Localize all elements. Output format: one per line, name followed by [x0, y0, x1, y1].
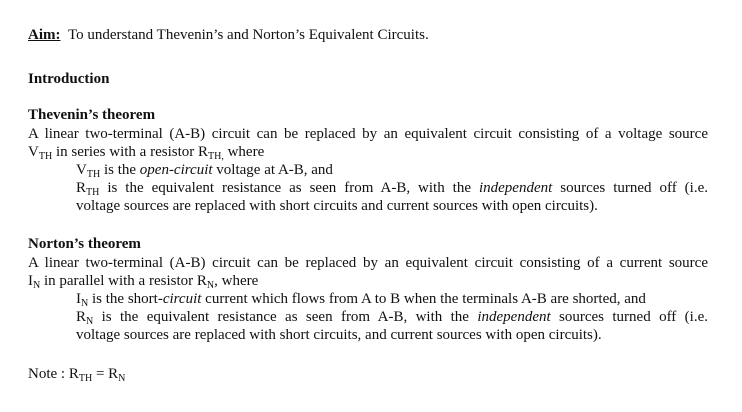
aim-text: To understand Thevenin’s and Norton’s Equivalent Circuits. [68, 27, 429, 43]
in-subscript: N [33, 280, 41, 291]
introduction-heading: Introduction [28, 71, 110, 87]
thevenin-item1-end: voltage at A-B, and [212, 162, 333, 178]
independent-emphasis: independent [477, 309, 551, 325]
rn-subscript: N [86, 316, 94, 327]
aim-label: Aim: [28, 27, 61, 43]
rn-symbol: R [76, 309, 87, 325]
note-line [28, 365, 125, 385]
rn-subscript: N [118, 373, 126, 384]
norton-item2-text: is the equivalent resistance as seen from A-B, with the [93, 309, 478, 325]
vth-symbol: V [76, 162, 87, 178]
norton-heading: Norton’s theorem [28, 236, 141, 252]
thevenin-line2-text: in series with a resistor R [52, 144, 208, 160]
thevenin-item2-line2: voltage sources are replaced with short circuits and current sources with open circuits). [76, 198, 598, 214]
in-symbol: I [76, 291, 81, 307]
aim-line [28, 26, 429, 44]
thevenin-item2 [76, 179, 708, 199]
rth-subscript: TH [78, 373, 93, 384]
norton-item2 [76, 308, 708, 328]
vth-subscript: TH [86, 169, 101, 180]
circuit-emphasis: circuit [162, 291, 202, 307]
thevenin-line2-end: where [223, 144, 265, 160]
norton-item1-end: current which flows from A to B when the terminals A-B are shorted, and [201, 291, 646, 307]
rth-symbol: R [76, 180, 87, 196]
thevenin-item2-text: is the equivalent resistance as seen from A-B, with the [99, 180, 479, 196]
norton-item2-line2: voltage sources are replaced with short circuits, and current sources with open circuits). [76, 327, 602, 343]
norton-item1-text: is the short- [88, 291, 163, 307]
norton-item2-end: sources turned off (i.e. [550, 309, 708, 325]
vth-symbol: V [28, 144, 39, 160]
norton-line2 [28, 272, 258, 292]
thevenin-item1-text: is the [100, 162, 140, 178]
note-equals: = R [92, 366, 119, 382]
in-subscript: N [81, 298, 89, 309]
rth-subscript: TH, [208, 151, 224, 162]
in-symbol: I [28, 273, 33, 289]
thevenin-item1 [76, 161, 333, 181]
open-circuit-emphasis: open-circuit [139, 162, 213, 178]
thevenin-line1: A linear two-terminal (A-B) circuit can be replaced by an equivalent circuit consisting of a voltage source [28, 126, 708, 142]
note-prefix: Note : R [28, 366, 79, 382]
independent-emphasis: independent [478, 180, 553, 196]
norton-line1: A linear two-terminal (A-B) circuit can be replaced by an equivalent circuit consisting of a current source [28, 255, 708, 271]
norton-item1 [76, 290, 646, 310]
rth-subscript: TH [86, 187, 100, 198]
vth-subscript: TH [38, 151, 53, 162]
thevenin-item2-end: sources turned off (i.e. [552, 180, 708, 196]
norton-line2-end: , where [214, 273, 259, 289]
rn-subscript: N [206, 280, 215, 291]
norton-line2-text: in parallel with a resistor R [40, 273, 207, 289]
thevenin-heading: Thevenin’s theorem [28, 107, 156, 123]
thevenin-line2 [28, 143, 264, 163]
